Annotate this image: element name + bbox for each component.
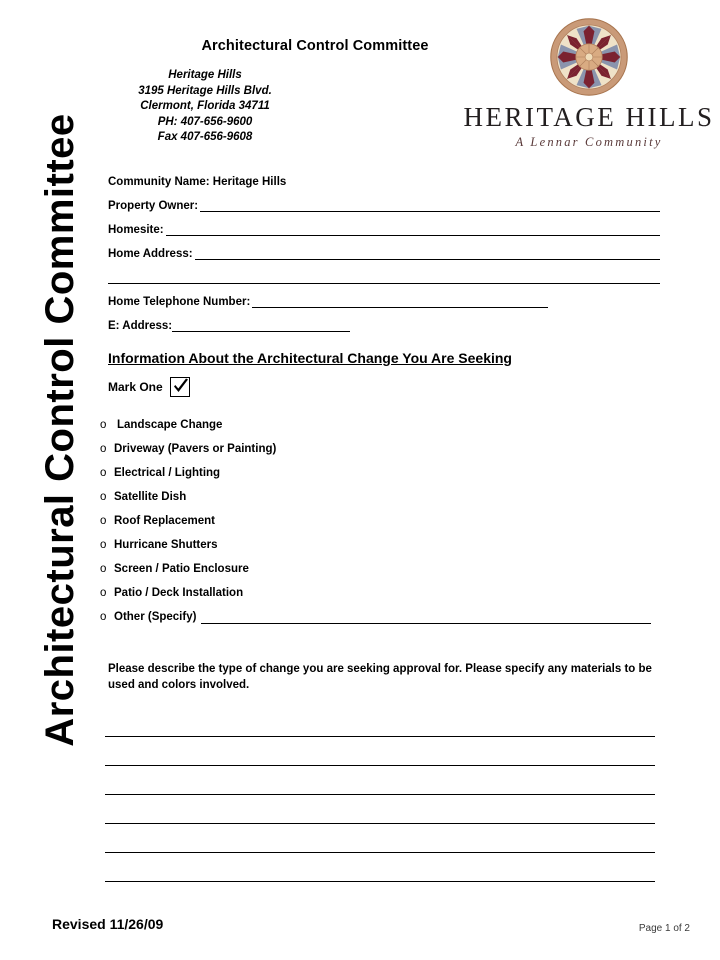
field-home-address[interactable] — [108, 236, 660, 260]
option-landscape-change[interactable] — [100, 408, 660, 432]
option-marker-icon: o — [100, 515, 107, 527]
option-label: Hurricane Shutters — [114, 539, 218, 551]
option-label: Other (Specify) — [114, 611, 197, 623]
address-line: Clermont, Florida 34711 — [140, 100, 270, 112]
sample-checkbox[interactable] — [170, 377, 190, 397]
field-label: Home Address: — [108, 248, 193, 260]
option-roof-replacement[interactable] — [100, 504, 660, 528]
writing-line[interactable] — [105, 824, 655, 853]
mark-one-instruction — [108, 377, 190, 397]
field-input-rule[interactable] — [172, 320, 350, 332]
vertical-margin-title: Architectural Control Committee — [38, 113, 82, 747]
address-line: Heritage Hills — [168, 69, 242, 81]
writing-line[interactable] — [105, 795, 655, 824]
option-marker-icon: o — [100, 491, 107, 503]
change-type-options — [100, 408, 660, 624]
option-marker-icon: o — [100, 563, 107, 575]
checkmark-icon — [172, 378, 190, 396]
field-label: Homesite: — [108, 224, 164, 236]
mark-one-label: Mark One — [108, 380, 163, 394]
option-other-specify[interactable] — [100, 600, 660, 624]
field-community-name — [108, 164, 660, 188]
option-patio-deck-installation[interactable] — [100, 576, 660, 600]
writing-line[interactable] — [105, 766, 655, 795]
field-homesite[interactable] — [108, 212, 660, 236]
field-input-rule[interactable] — [108, 271, 660, 284]
address-block — [85, 68, 325, 146]
field-input-rule[interactable] — [200, 200, 660, 212]
option-other-input-rule[interactable] — [201, 612, 651, 624]
field-label: Property Owner: — [108, 200, 199, 212]
option-screen-patio-enclosure[interactable] — [100, 552, 660, 576]
field-home-telephone[interactable] — [108, 284, 660, 308]
option-label: Satellite Dish — [114, 491, 187, 503]
heritage-hills-logo — [460, 18, 718, 150]
field-label: Community Name: Heritage Hills — [108, 176, 287, 188]
section-heading: Information About the Architectural Change You Are Seeking — [108, 350, 512, 366]
option-label: Landscape Change — [117, 419, 223, 431]
footer-revised-date: Revised 11/26/09 — [52, 916, 164, 932]
option-marker-icon: o — [100, 587, 107, 599]
option-marker-icon: o — [100, 443, 107, 455]
option-satellite-dish[interactable] — [100, 480, 660, 504]
option-label: Screen / Patio Enclosure — [114, 563, 249, 575]
option-hurricane-shutters[interactable] — [100, 528, 660, 552]
footer-page-number: Page 1 of 2 — [638, 923, 690, 934]
option-label: Patio / Deck Installation — [114, 587, 244, 599]
form-fields — [108, 164, 660, 332]
option-marker-icon: o — [100, 611, 107, 623]
option-label: Roof Replacement — [114, 515, 215, 527]
field-input-rule[interactable] — [195, 248, 660, 260]
option-electrical-lighting[interactable] — [100, 456, 660, 480]
field-home-address-overflow[interactable] — [108, 260, 660, 284]
description-writing-lines — [105, 708, 655, 882]
field-input-rule[interactable] — [166, 224, 660, 236]
compass-rose-medallion-icon — [550, 18, 628, 96]
address-line: 3195 Heritage Hills Blvd. — [138, 84, 272, 97]
page-title: Architectural Control Committee — [201, 38, 429, 54]
field-input-rule[interactable] — [252, 296, 548, 308]
writing-line[interactable] — [105, 708, 655, 737]
writing-line[interactable] — [105, 853, 655, 882]
description-prompt: Please describe the type of change you are seeking approval for. Please specify any materials to be used and colors involved. — [108, 663, 652, 691]
field-label: Home Telephone Number: — [108, 296, 251, 308]
logo-tagline: A Lennar Community — [515, 135, 663, 149]
address-line: PH: 407-656-9600 — [157, 115, 253, 128]
address-line: Fax 407-656-9608 — [157, 131, 253, 143]
field-property-owner[interactable] — [108, 188, 660, 212]
option-marker-icon: o — [100, 539, 107, 551]
field-email-address[interactable] — [108, 308, 660, 332]
field-label: E: Address: — [108, 320, 173, 332]
option-marker-icon: o — [100, 419, 107, 431]
logo-wordmark: HERITAGE HILLS — [463, 102, 715, 132]
option-label: Electrical / Lighting — [114, 467, 221, 479]
option-marker-icon: o — [100, 467, 107, 479]
writing-line[interactable] — [105, 737, 655, 766]
option-label: Driveway (Pavers or Painting) — [114, 443, 277, 455]
option-driveway[interactable] — [100, 432, 660, 456]
